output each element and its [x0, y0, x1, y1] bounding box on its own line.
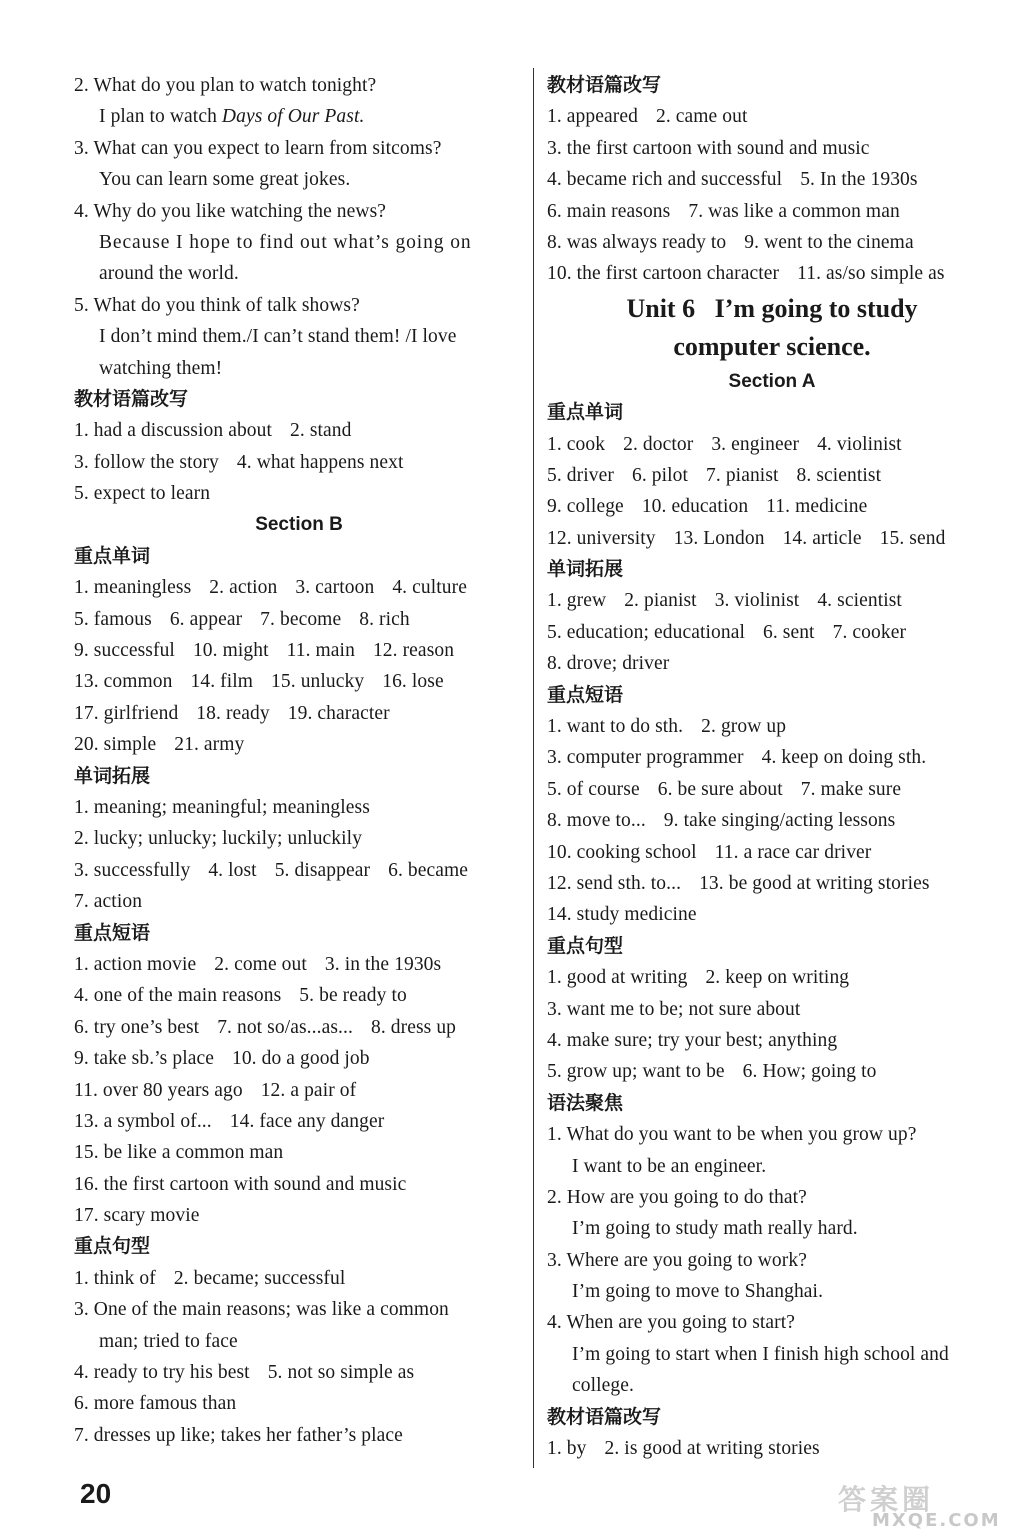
answer-item: 2. come out [214, 953, 307, 975]
answer-line [74, 1012, 524, 1043]
answer-line [74, 823, 524, 854]
answer-item: 4. scientist [817, 590, 902, 612]
answer-item: 12. send sth. to... [547, 872, 682, 894]
patterns-list [547, 962, 997, 1088]
answer-item: 13. be good at writing stories [699, 872, 930, 894]
answer-item: 1. meaning; meaningful; meaningless [74, 796, 370, 818]
answer-line [547, 460, 997, 491]
qa-line: 2. What do you plan to watch tonight? [74, 75, 377, 96]
answer-item: 14. article [782, 527, 862, 549]
answer-line [74, 886, 524, 917]
answer-item: 2. pianist [624, 590, 697, 612]
unit-title-cont: computer science. [673, 331, 871, 361]
answer-line [74, 1200, 524, 1231]
answer-item: 7. cooker [832, 621, 907, 643]
answer-line [74, 1106, 524, 1137]
answer-item: 4. keep on doing sth. [761, 747, 927, 769]
answer-item: 2. came out [655, 106, 748, 128]
answer-item: 7. dresses up like; takes her father’s place [74, 1424, 403, 1446]
expand-list [74, 792, 524, 918]
qa-line: college. [572, 1375, 634, 1397]
answer-item: 4. ready to try his best [74, 1362, 250, 1384]
qa-line: 3. What can you expect to learn from sitcoms? [74, 137, 442, 159]
answer-item: 14. face any danger [229, 1110, 385, 1132]
answer-item: 11. as/so simple as [797, 263, 945, 285]
answer-line [547, 227, 997, 258]
qa-line: 4. When are you going to start? [547, 1312, 796, 1334]
answer-item: 2. lucky; unlucky; luckily; unluckily [74, 828, 363, 850]
answer-item: 9. college [547, 496, 624, 518]
answer-item: 10. might [192, 640, 269, 662]
answer-line [547, 805, 997, 836]
answer-item: 2. is good at writing stories [604, 1438, 820, 1460]
answer-line [74, 698, 524, 729]
qa-line: Because I hope to find out what’s going on [99, 231, 472, 253]
answer-line [547, 868, 997, 899]
answer-item: 1. meaningless [74, 577, 192, 599]
answer-line [74, 792, 524, 823]
answer-line [547, 164, 997, 195]
answer-item: 9. take sb.’s place [74, 1048, 214, 1070]
answer-item: 9. successful [74, 640, 175, 662]
answer-line [547, 1433, 997, 1464]
answer-item: 1. by [547, 1438, 587, 1460]
answer-item: 19. character [287, 702, 390, 724]
answer-item: 6. appear [169, 608, 243, 630]
answer-item: 9. went to the cinema [744, 231, 914, 253]
answer-item: 11. a race car driver [714, 841, 872, 863]
answer-item: 10. do a good job [231, 1048, 370, 1070]
answer-item: 11. medicine [766, 496, 868, 518]
answer-item: 7. action [74, 891, 143, 913]
answer-item: 5. famous [74, 608, 152, 630]
column-divider [533, 68, 534, 1468]
qa-line: around the world. [99, 263, 239, 285]
answer-item: 4. violinist [817, 433, 902, 455]
qa-line: 2. How are you going to do that? [547, 1186, 807, 1208]
heading-expand: 单词拓展 [547, 558, 624, 581]
answer-item: 7. pianist [706, 464, 779, 486]
answer-item: 3. violinist [714, 590, 800, 612]
answer-item: 7. was like a common man [688, 200, 900, 222]
answer-item: 5. disappear [274, 859, 371, 881]
heading-rewrite: 教材语篇改写 [74, 387, 189, 410]
answer-item: 6. pilot [631, 464, 689, 486]
answer-item: 2. keep on writing [705, 967, 850, 989]
qa-line: 3. Where are you going to work? [547, 1249, 807, 1271]
answer-item: 5. education; educational [547, 621, 745, 643]
answer-line [547, 523, 997, 554]
heading-phrases: 重点短语 [547, 683, 624, 706]
answer-item: 18. ready [196, 702, 270, 724]
answer-line [547, 962, 997, 993]
answer-item: 6. be sure about [657, 778, 783, 800]
answer-item: 7. make sure [800, 778, 902, 800]
answer-item: 6. more famous than [74, 1393, 237, 1415]
answer-line [547, 491, 997, 522]
answer-line [547, 429, 997, 460]
answer-line [74, 447, 524, 478]
answer-item: 3. successfully [74, 859, 191, 881]
answer-line [547, 994, 997, 1025]
answer-item: 5. driver [547, 464, 614, 486]
answer-item: 1. action movie [74, 953, 197, 975]
answer-item: 17. scary movie [74, 1205, 200, 1227]
answer-item: 3. follow the story [74, 451, 219, 473]
answer-line [547, 899, 997, 930]
answer-item: 13. London [673, 527, 765, 549]
answer-line [547, 648, 997, 679]
expand-list [547, 585, 997, 679]
answer-item: 2. became; successful [173, 1267, 346, 1289]
qa-line: I’m going to start when I finish high school and [572, 1343, 949, 1365]
qa-line: I want to be an engineer. [572, 1155, 767, 1177]
answer-item: 4. lost [208, 859, 257, 881]
words-list [547, 429, 997, 555]
answer-line [74, 572, 524, 603]
answer-item: 1. think of [74, 1267, 156, 1289]
answer-item: 5. In the 1930s [800, 169, 918, 191]
answer-item: 4. what happens next [236, 451, 404, 473]
answer-line [74, 635, 524, 666]
answer-item: 8. dress up [370, 1016, 457, 1038]
answer-item: 14. film [190, 671, 254, 693]
heading-rewrite: 教材语篇改写 [547, 74, 662, 96]
answer-item: 8. move to... [547, 810, 646, 832]
answer-line [74, 855, 524, 886]
answer-line [547, 617, 997, 648]
answer-line [74, 1420, 524, 1451]
answer-item: 8. drove; driver [547, 653, 670, 675]
answer-item: 15. unlucky [271, 671, 365, 693]
answer-item: 1. want to do sth. [547, 716, 684, 738]
answer-item: 3. computer programmer [547, 747, 744, 769]
answer-item: 7. not so/as...as... [217, 1016, 353, 1038]
answer-line [74, 666, 524, 697]
answer-item: 3. One of the main reasons; was like a common [74, 1299, 449, 1321]
answer-line [547, 742, 997, 773]
answer-item: 5. of course [547, 778, 640, 800]
heading-phrases: 重点短语 [74, 921, 151, 944]
heading-expand: 单词拓展 [74, 764, 151, 787]
page-number: 20 [80, 1478, 112, 1509]
answer-line [74, 1137, 524, 1168]
answer-item: 4. make sure; try your best; anything [547, 1029, 838, 1051]
heading-patterns: 重点句型 [547, 934, 624, 957]
answer-item: 17. girlfriend [74, 702, 179, 724]
answer-item: 2. grow up [701, 716, 787, 738]
answer-item: 3. engineer [711, 433, 800, 455]
answer-item: 10. cooking school [547, 841, 697, 863]
answer-item: 1. had a discussion about [74, 420, 273, 442]
answer-item: 3. in the 1930s [324, 953, 442, 975]
show-title: Days of Our Past. [221, 106, 365, 128]
answer-item: 9. take singing/acting lessons [663, 810, 896, 832]
answer-line [547, 101, 997, 132]
words-list [74, 572, 524, 760]
heading-words: 重点单词 [547, 401, 624, 424]
qa-line: 5. What do you think of talk shows? [74, 294, 360, 316]
answer-item: 15. send [879, 527, 946, 549]
answer-line [547, 1025, 997, 1056]
answer-line [74, 1357, 524, 1388]
heading-grammar: 语法聚焦 [547, 1091, 624, 1114]
answer-item: 6. try one’s best [74, 1016, 200, 1038]
right-column [547, 70, 997, 1464]
heading-rewrite: 教材语篇改写 [547, 1405, 662, 1428]
answer-item: 5. grow up; want to be [547, 1061, 725, 1083]
answer-line [547, 1056, 997, 1087]
heading-patterns: 重点句型 [74, 1235, 151, 1258]
answer-item: 4. became rich and successful [547, 169, 783, 191]
answer-item: 1. good at writing [547, 967, 688, 989]
answer-line [74, 1169, 524, 1200]
answer-item: 13. common [74, 671, 173, 693]
answer-item: 2. stand [290, 420, 352, 442]
answer-item: 16. the first cartoon with sound and music [74, 1173, 407, 1195]
answer-item: 2. action [209, 577, 278, 599]
answer-item: 10. education [641, 496, 749, 518]
answer-item: 5. not so simple as [267, 1362, 415, 1384]
patterns-list [74, 1263, 524, 1451]
answer-item: 20. simple [74, 734, 157, 756]
answer-item: 11. over 80 years ago [74, 1079, 243, 1101]
answer-item: 3. the first cartoon with sound and music [547, 137, 870, 159]
qa-line: I’m going to move to Shanghai. [572, 1281, 824, 1303]
answer-item: 14. study medicine [547, 904, 697, 926]
answer-item: 7. become [260, 608, 342, 630]
answer-line [547, 837, 997, 868]
qa-line: I don’t mind them./I can’t stand them! /I love [99, 326, 457, 348]
watermark-logo [838, 1478, 1001, 1534]
answer-line [74, 980, 524, 1011]
section-title: Section B [255, 514, 343, 536]
answer-item: 8. rich [359, 608, 410, 630]
answer-item: 12. university [547, 527, 656, 549]
left-column [74, 70, 524, 1451]
qa-line: You can learn some great jokes. [99, 169, 351, 191]
qa-line: 1. What do you want to be when you grow up? [547, 1124, 917, 1146]
answer-item: man; tried to face [99, 1330, 238, 1352]
answer-item: 10. the first cartoon character [547, 263, 780, 285]
answer-line [74, 1075, 524, 1106]
answer-item: 5. be ready to [299, 985, 407, 1007]
answer-item: 6. became [388, 859, 469, 881]
answer-item: 11. main [286, 640, 355, 662]
answer-line [74, 1294, 524, 1325]
watermark-text: 答案圈 [838, 1483, 935, 1516]
answer-item: 8. scientist [796, 464, 882, 486]
answer-item: 13. a symbol of... [74, 1110, 212, 1132]
answer-item: 6. sent [762, 621, 815, 643]
answer-item: 12. a pair of [260, 1079, 357, 1101]
answer-line [547, 711, 997, 742]
answer-line [74, 1043, 524, 1074]
answer-line [547, 196, 997, 227]
answer-item: 1. grew [547, 590, 607, 612]
phrases-list [547, 711, 997, 931]
qa-line: I’m going to study math really hard. [572, 1218, 858, 1240]
watermark-url: MXQE.COM [872, 1510, 1001, 1531]
answer-item: 4. culture [392, 577, 467, 599]
answer-line: 5. expect to learn [74, 483, 211, 505]
answer-item: 1. cook [547, 433, 606, 455]
answer-item: 16. lose [382, 671, 444, 693]
answer-item: 15. be like a common man [74, 1142, 284, 1164]
answer-item: 6. How; going to [742, 1061, 877, 1083]
answer-item: 4. one of the main reasons [74, 985, 282, 1007]
rewrite-list [547, 101, 997, 289]
answer-line [547, 774, 997, 805]
answer-line [74, 1388, 524, 1419]
qa-line [74, 101, 524, 132]
answer-item: 1. appeared [547, 106, 638, 128]
answer-item: 8. was always ready to [547, 231, 727, 253]
answer-line [547, 258, 997, 289]
answer-line [547, 133, 997, 164]
answer-item: 3. want me to be; not sure about [547, 998, 801, 1020]
answer-line [74, 1326, 524, 1357]
answer-line [74, 949, 524, 980]
heading-words: 重点单词 [74, 544, 151, 567]
qa-line: 4. Why do you like watching the news? [74, 200, 387, 222]
answer-line [547, 585, 997, 616]
answer-item: 3. cartoon [295, 577, 375, 599]
phrases-list [74, 949, 524, 1232]
answer-item: 21. army [174, 734, 245, 756]
qa-line: watching them! [99, 357, 223, 379]
answer-line [74, 729, 524, 760]
answer-line [74, 415, 524, 446]
answer-item: 2. doctor [623, 433, 694, 455]
answer-item: 12. reason [372, 640, 455, 662]
answer-line [74, 604, 524, 635]
answer-item: 6. main reasons [547, 200, 671, 222]
unit-title: Unit 6 I’m going to study [626, 293, 918, 323]
answer-line [74, 1263, 524, 1294]
section-title: Section A [728, 370, 816, 392]
answer-text: I plan to watch [99, 106, 217, 128]
